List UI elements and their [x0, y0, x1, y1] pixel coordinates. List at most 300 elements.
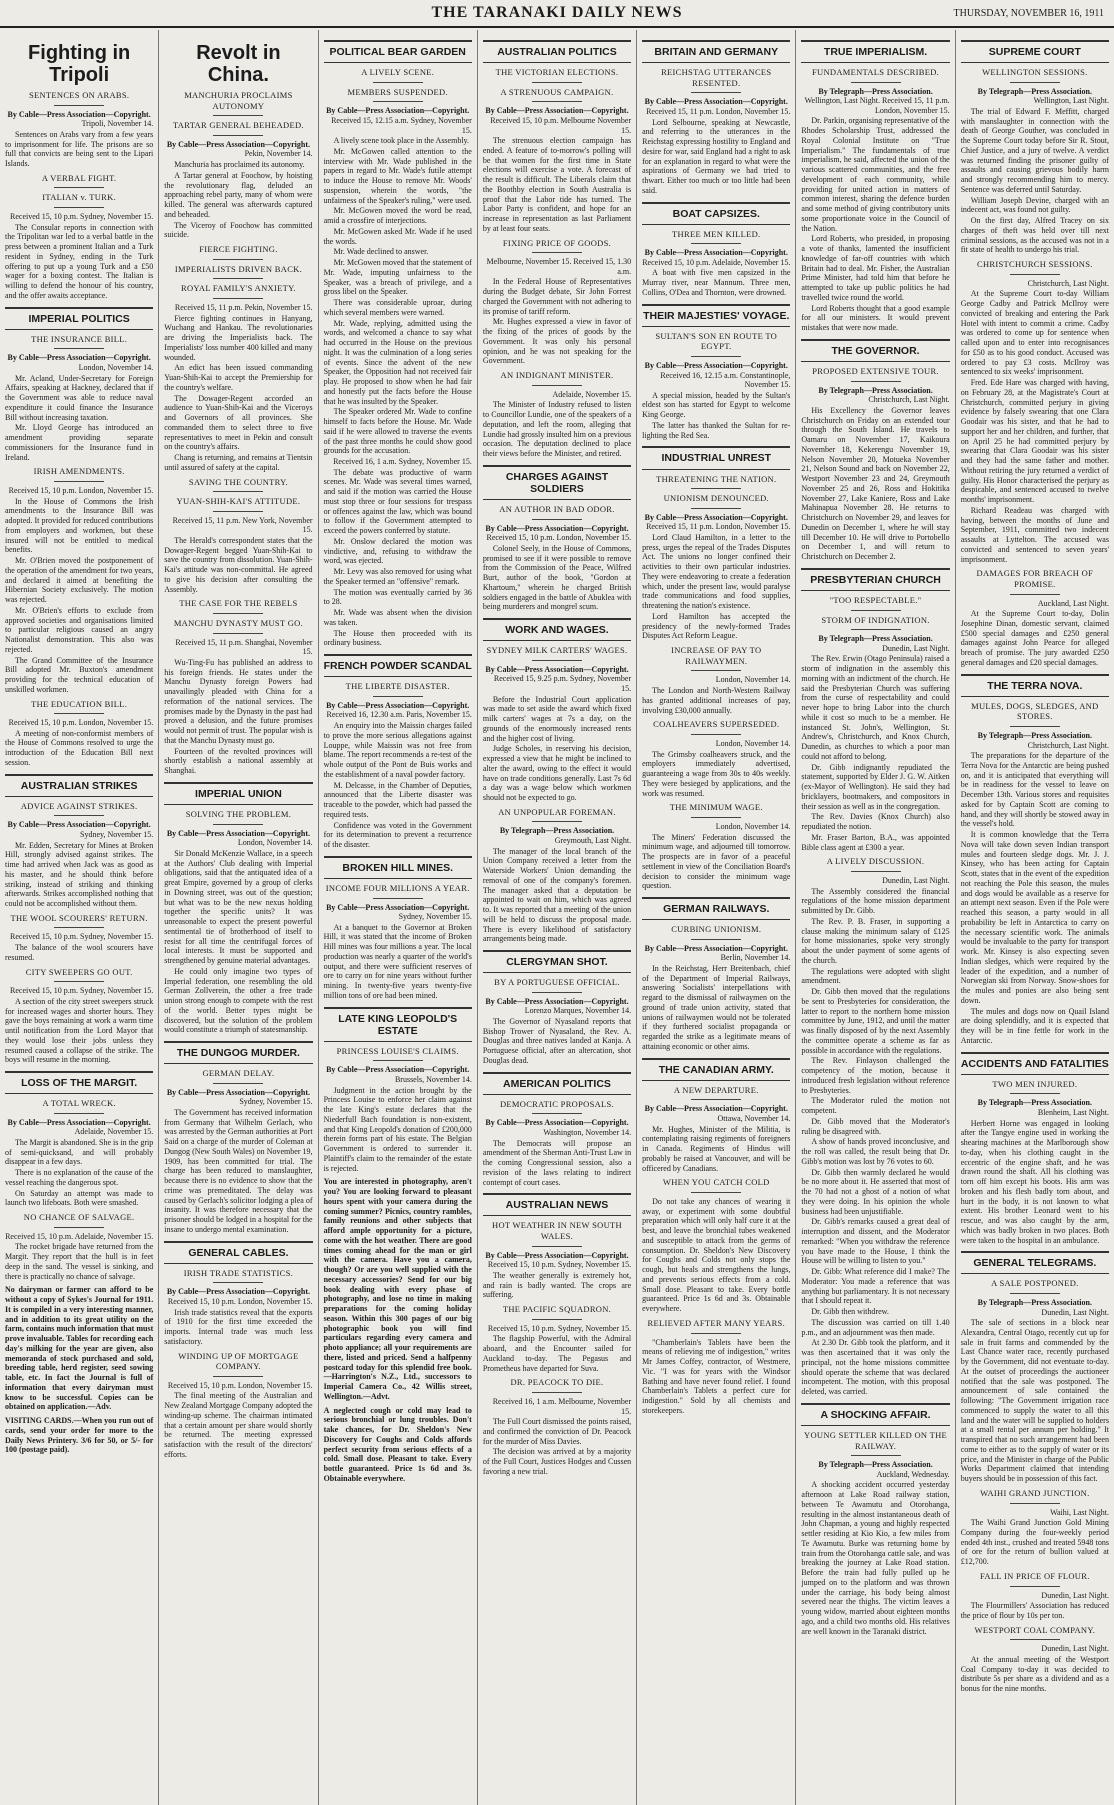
- subheading: ROYAL FAMILY'S ANXIETY.: [164, 283, 312, 299]
- dateline: Received 15, 10 p.m. Sydney, November 15.: [10, 932, 154, 942]
- byline: By Cable—Press Association—Copyright.: [644, 512, 788, 522]
- article-paragraph: The Minister of Industry refused to listen to Councillor Lundie, one of the speakers of a deputation, and left the room, alleging that Lundie had grossly insulted him on a previous occasion. The deputation declined to place their views before the Minister, and retired.: [482, 400, 632, 459]
- section-heading: A SHOCKING AFFAIR.: [801, 1403, 949, 1426]
- article-paragraph: Lord Claud Hamilton, in a letter to the press, urges the repeal of the Trades Disputes Act. The unions no longer confined their activities to their own particular industries. They were endeavoring to create a federation which, under the present law, would paralyse trade communications and food supplies, threatening the nation's existence.: [642, 532, 791, 611]
- subheading: THE WOOL SCOURERS' RETURN.: [5, 913, 153, 929]
- article-paragraph: The Grimsby coalheavers struck, and the employers immediately advertised, guaranteeing a wage from 30s to 40s weekly. They were besieged by applications, and the work was resumed.: [642, 749, 791, 798]
- article-paragraph: The Governor of Nyasaland reports that Bishop Trower of Nyasaland, the Rev. A. Douglas and three natives landed at Kanja. A Portuguese official, after an altercation, shot Douglas dead.: [482, 1016, 632, 1065]
- article-paragraph: The weather generally is extremely hot, and rain is badly wanted. The crops are suffering.: [482, 1270, 632, 1300]
- dateline: Christchurch, Last Night.: [1027, 278, 1109, 288]
- dateline: London, November 14.: [715, 675, 791, 685]
- dateline: Ottawa, November 14.: [717, 1113, 791, 1123]
- dateline: Received 15, 10 p.m. London, November 15.: [486, 533, 632, 543]
- article-paragraph: Richard Readeau was charged with having, between the months of June and September, 1911, committed two indecent assaults at Lyttelton. The accused was convicted and sentenced to seven years' imprisonment.: [960, 505, 1109, 564]
- section-heading: FRENCH POWDER SCANDAL: [324, 654, 472, 677]
- article-paragraph: The Waihi Grand Junction Gold Mining Company during the four-weekly period ended 4th inst., crushed and treated 5948 tons of ore for the return of bullion valued at £12,700.: [960, 1518, 1109, 1567]
- section-heading: IMPERIAL POLITICS: [5, 307, 153, 330]
- dateline: Melbourne, November 15. Received 15, 1.30 a.m.: [486, 257, 632, 276]
- dateline: Received 16, 1 a.m. Sydney, November 15.: [333, 457, 472, 467]
- subheading: SOLVING THE PROBLEM.: [164, 809, 312, 825]
- byline: By Cable—Press Association—Copyright.: [166, 1087, 311, 1097]
- section-heading: SUPREME COURT: [961, 40, 1109, 63]
- column-6: [796, 30, 955, 1805]
- article-paragraph: The Margit is abandoned. She is in the grip of semi-quicksand, and will probably disappear in a few days.: [5, 1137, 154, 1167]
- dateline: Received 15, 10 p.m. Sydney, November 15.: [487, 1260, 632, 1270]
- section-heading: TRUE IMPERIALISM.: [801, 40, 949, 63]
- section-heading: THE TERRA NOVA.: [961, 674, 1109, 697]
- subheading: AN INDIGNANT MINISTER.: [483, 370, 631, 386]
- article-paragraph: A section of the city street sweepers struck for increased wages and shorter hours. They gave the boys remaining at work a warm time until notification from the Lord Mayor that they would lose their jobs unless they resumed caused a collapse of the strike. The boys will resume in the morning.: [5, 996, 154, 1065]
- byline: By Cable—Press Association—Copyright.: [326, 1065, 470, 1075]
- byline: By Cable—Press Association—Copyright.: [485, 1250, 629, 1260]
- dateline: Wellington, Last Night.: [1033, 96, 1109, 106]
- subheading: A SALE POSTPONED.: [961, 1278, 1109, 1294]
- subheading: REICHSTAG UTTERANCES RESENTED.: [642, 67, 790, 93]
- byline: By Cable—Press Association—Copyright.: [485, 996, 629, 1006]
- article-paragraph: On Saturday an attempt was made to launch two lifeboats. Both were smashed.: [5, 1188, 154, 1208]
- dateline: Sydney, November 15.: [398, 912, 472, 922]
- article-paragraph: A boat with five men capsized in the Murray river, near Mannum. Three men, Collins, O'Dea and Thornton, were drowned.: [642, 268, 791, 297]
- article-paragraph: The Democrats will propose an amendment of the Sherman Anti-Trust Law in the coming Congressional session, also a revision of the laws relating to indirect contempt of court cases.: [482, 1138, 632, 1187]
- subheading: CURBING UNIONISM.: [642, 924, 790, 940]
- dateline: Dunedin, Last Night.: [882, 875, 950, 885]
- section-heading: INDUSTRIAL UNREST: [642, 446, 790, 469]
- subheading: IRISH AMENDMENTS.: [5, 466, 153, 482]
- article-paragraph: The Full Court dismissed the points raised, and confirmed the conviction of Dr. Peacock for the murder of Miss Davies.: [482, 1417, 632, 1446]
- section-heading: GENERAL TELEGRAMS.: [961, 1251, 1109, 1274]
- article-paragraph: Fred. Ede Hare was charged with having, on February 28, at the Magistrate's Court at Christchurch, committed perjury in giving evidence by falsely swearing that one Clara Goodair was his sister, and that he had to support her and her children, and further, that on April 25 he had committed perjury by swearing that Clara Goodair was his sister and they had the same father and mother. Without retiring the jury returned a verdict of guilty. His Honor characterised the perjury as despicable, and sentenced accused to twelve months' imprisonment.: [960, 378, 1109, 505]
- article-paragraph: A special mission, headed by the Sultan's eldest son has started for Egypt to welcome King George.: [642, 390, 791, 420]
- article-paragraph: The latter has thanked the Sultan for re-lighting the Red Sea.: [642, 420, 791, 440]
- section-heading: LOSS OF THE MARGIT.: [5, 1071, 153, 1094]
- article-paragraph: At the Supreme Court to-day, Dolin Josephine Dinan, domestic servant, claimed £500 special damages and £250 general damages against John Pearce for alleged breach of promise. The jury awarded £250 general damages and £20 special damages.: [960, 609, 1109, 667]
- subheading: GERMAN DELAY.: [164, 1068, 312, 1084]
- article-paragraph: The Consular reports in connection with the Tripolitan war led to a verbal battle in the press between a prominent Italian and a Turk resident in Sydney, ending in the Turk offering to put up a young Turk and a £50 wager for a boxing contest. The Italian is willing to defend the honour of his country, and the offer awaits acceptance.: [5, 222, 154, 300]
- article-paragraph: The Dowager-Regent accorded an audience to Yuan-Shih-Kai and the Viceroys and Governors of all provinces. She commanded them to select three to five representatives to meet in Pekin and consult on the country's affairs.: [164, 393, 313, 452]
- subheading: SAVING THE COUNTRY.: [164, 477, 312, 493]
- subheading: IRISH TRADE STATISTICS.: [164, 1268, 312, 1284]
- article-paragraph: William Joseph Devine, charged with an indecent act, was found not guilty.: [960, 195, 1109, 215]
- dateline: Received 16, 1 a.m. Melbourne, November 15.: [492, 1396, 632, 1416]
- subheading: DR. PEACOCK TO DIE.: [483, 1377, 631, 1393]
- subheading: RELIEVED AFTER MANY YEARS.: [642, 1318, 790, 1334]
- dateline: Sydney, November 15.: [80, 830, 154, 839]
- dateline: Greymouth, Last Night.: [554, 836, 632, 845]
- section-heading: WORK AND WAGES.: [483, 618, 631, 641]
- byline: By Cable—Press Association—Copyright.: [7, 109, 151, 119]
- dateline: Washington, November 14.: [543, 1128, 632, 1137]
- dateline: London, November 14.: [237, 838, 313, 848]
- byline: By Cable—Press Association—Copyright.: [485, 664, 629, 674]
- dateline: Pekin, November 14.: [244, 149, 313, 159]
- dateline: Received 15, 10 p.m. Sydney, November 15.: [10, 212, 154, 222]
- article-paragraph: The trial of Edward F. Meffitt, charged with manslaughter in connection with the death of George Gouther, was concluded in the Supreme Court today before Sir R. Stout, Chief Justice, and a jury of twelve. A verdict was returned finding the prisoner guilty of assaults and causing grievous bodily harm and strongly recommending him to mercy. Sentence was deferred until Saturday.: [960, 106, 1109, 194]
- byline: By Cable—Press Association—Copyright.: [644, 943, 788, 953]
- article-paragraph: Mr. Onslow declared the motion was vindictive, and, refusing to withdraw the word, was ejected.: [323, 536, 472, 566]
- dateline: Received 15, 10 p.m. Sydney, November 15.: [10, 986, 154, 996]
- subheading: CHRISTCHURCH SESSIONS.: [961, 259, 1109, 275]
- dateline: Received 15, 10 p.m. London, November 15.: [8, 485, 154, 495]
- article-paragraph: Fourteen of the revolted provinces will shortly establish a national assembly at Shanghai.: [164, 746, 313, 776]
- subheading: CITY SWEEPERS GO OUT.: [5, 967, 153, 983]
- article-paragraph: At 2.30 Dr. Gibb took the platform, and it was then ascertained that it was only the principal, not the home missions committee should operate the scheme that was declared incompetent. The motion, with this proposal deleted, was carried.: [801, 1338, 950, 1397]
- article-paragraph: Mr. Hughes expressed a view in favor of the fixing of the prices of goods by the Government. It was only his personal opinion, and he was not speaking for the Government.: [482, 317, 632, 366]
- byline: By Telegraph—Press Association.: [499, 826, 615, 836]
- article-paragraph: Dr. Parkin, organising representative of the Rhodes Scholarship Trust, addressed the Royal Colonial Institute on "True Imperialism." The fundamentals of true imperialism, he said, affected the union of the various scattered communities, and the free development of each community, while providing for united action in matters of common interest, sharing the defence burden and some method of giving contributory units some proportionate voice in the Council of the Nation.: [801, 116, 950, 233]
- subheading: COALHEAVERS SUPERSEDED.: [642, 719, 790, 735]
- section-heading: BROKEN HILL MINES.: [324, 856, 472, 879]
- article-paragraph: There was considerable uproar, during which several members were warned.: [323, 298, 472, 317]
- subheading: STORM OF INDIGNATION.: [801, 615, 949, 631]
- dateline: Received 16, 12.15 a.m. Constantinople, November 15.: [660, 370, 791, 390]
- article-paragraph: The Assembly considered the financial regulations of the home mission department submitted by Dr. Gibb.: [801, 886, 950, 916]
- section-heading: AUSTRALIAN NEWS: [483, 1193, 631, 1216]
- article-paragraph: Mr. McGowen asked Mr. Wade if he used the words.: [323, 226, 472, 246]
- article-paragraph: Mr. McGowen moved that the statement of Mr. Wade, imputing unfairness to the Speaker, was a breach of privilege, and a gross libel on the Speaker.: [323, 258, 472, 297]
- article-paragraph: Mr. Lloyd George has introduced an amendment providing separate commissioners for the Insurance fund in Ireland.: [5, 423, 154, 462]
- article-paragraph: The Miners' Federation discussed the minimum wage, and adjourned till tomorrow. The prospects are in favor of a peaceful settlement in view of the Conciliation Board's decision to consider the minimum wage question.: [642, 832, 791, 891]
- dateline: Lorenzo Marques, November 14.: [524, 1006, 632, 1016]
- subheading: FALL IN PRICE OF FLOUR.: [961, 1571, 1109, 1587]
- article-paragraph: In the Reichstag, Herr Breitenbach, chief of the Department of Imperial Railways, answering Socialists' interpellations with regard to the dismissal of railwaymen on the ground of trade union activity, stated that unions of railwaymen would not be tolerated if they furthered socialist propaganda or regarded the strike as a legitimate means of attaining economic or other aims.: [642, 963, 791, 1051]
- subheading: FIERCE FIGHTING.: [164, 244, 312, 260]
- byline: By Cable—Press Association—Copyright.: [485, 523, 629, 533]
- article-paragraph: In the Federal House of Representatives during the Budget debate, Sir John Forrest charged the Government with not adhering to its promise of tariff reform.: [482, 277, 632, 316]
- article-paragraph: The Moderator ruled the motion not competent.: [801, 1096, 950, 1116]
- subheading: THE MINIMUM WAGE.: [642, 802, 790, 818]
- article-paragraph: Lord Roberts thought that a good example for all our ministers. It would prevent mistakes that were now made.: [801, 303, 950, 333]
- article-paragraph: It is common knowledge that the Terra Nova will take down seven Indian transport mules and fourteen sledge dogs. Mr. J. J. Kinsey, who has been acting for Captain Scott, states that in the event of the expedition not reaching the Pole this season, the mules and dogs would be available as a reserve for an attempt next season. Even if the Pole were reached this season, a party would in all probability be left in Antarctica to carry on the necessary scientific work. The animals would be invaluable to the party for transport work. Mr. Kinsey is also expecting seven Indian sledges, which were required by the leader of the expedition, and a number of Norwegian ski from Norway. Snow-shoes for the mules and ponies are also being sent down.: [960, 830, 1109, 1005]
- column-5: [637, 30, 796, 1805]
- subheading: A TOTAL WRECK.: [5, 1098, 153, 1114]
- subheading: AN AUTHOR IN BAD ODOR.: [483, 504, 631, 520]
- byline: By Telegraph—Press Association.: [818, 86, 933, 96]
- article-paragraph: Dr. Gibb then warmly declared he would be no more about it. He asserted that most of the 70 had not a ghost of a notion of what they were doing. In his opinion the whole business had been unjustifiable.: [801, 1167, 950, 1216]
- article-paragraph: His Excellency the Governor leaves Christchurch on Friday on an extended tour through the South Island. He travels to Oamaru on November 17, Kaikoura November 18, Kekerengu November 19, Nelson November 20, Motueka November 21, Nelson Sound and back on November 22, Westport November 23 and 24, Greymouth November 25 and 26, Ross and Hokitika November 27, Lake Kaniere, Ross and Lake Mahinapua November 28. He returns to Christchurch on November 29, and leaves for Dunedin on December 1, where he will stay till December 10. He will drive to Portobello on December 1, and will return to Christchurch on December 2.: [801, 405, 950, 562]
- article-paragraph: Chang is returning, and remains at Tientsin until assured of safety at the capital.: [164, 453, 313, 472]
- section-heading: ACCIDENTS AND FATALITIES: [961, 1052, 1109, 1075]
- subheading: WELLINGTON SESSIONS.: [961, 67, 1109, 83]
- section-heading: THE CANADIAN ARMY.: [642, 1058, 790, 1081]
- article-paragraph: The Viceroy of Foochow has committed suicide.: [164, 220, 313, 240]
- subheading: WAIHI GRAND JUNCTION.: [961, 1488, 1109, 1504]
- section-heading: BOAT CAPSIZES.: [642, 202, 790, 225]
- byline: By Cable—Press Association—Copyright.: [326, 902, 470, 912]
- article-paragraph: An edict has been issued commanding Yuan-Shih-Kai to accept the Premiership for the country's welfare.: [164, 363, 313, 392]
- dateline: Adelaide, November 15.: [552, 389, 632, 399]
- dateline: Christchurch, Last Night.: [868, 395, 950, 405]
- section-heading: GENERAL CABLES.: [164, 1241, 312, 1264]
- article-paragraph: The Flourmillers' Association has reduced the price of flour by 10s per ton.: [960, 1601, 1109, 1620]
- article-paragraph: Lord Selbourne, speaking at Newcastle, and referring to the utterances in the Reichstag expressing hostility to England and desire for war, said England had a right to ask for an explanation in regard to what were the aspirations of Germany we had tried to thwart. Either too much or too little had been said.: [642, 117, 791, 195]
- article-paragraph: "Chamberlain's Tablets have been the means of relieving me of indigestion," writes Mr James Coffey, contractor, of Westmere, Vic. "I was for years with the Windsor Bathing and have never found relief. I found Chamberlain's Tablets a perfect cure for indigestion." Sold by all chemists and storekeepers.: [642, 1337, 791, 1415]
- article-paragraph: Dr. Gibb: What reference did I make? The Moderator: You made a reference that was anything but parliamentary. It is not necessary that I should repeat it.: [801, 1267, 950, 1306]
- byline: By Cable—Press Association—Copyright.: [166, 139, 311, 149]
- dateline: Received 15, 10 p.m. London, November 15.: [167, 1296, 313, 1306]
- article-paragraph: Confidence was voted in the Government for its determination to prevent a recurrence of the disaster.: [323, 820, 472, 850]
- dateline: Received 15, 10 p.m. Melbourne November 15.: [490, 115, 632, 135]
- byline: By Cable—Press Association—Copyright.: [485, 106, 629, 116]
- dateline: London, November 14.: [78, 362, 154, 372]
- subheading: SULTAN'S SON EN ROUTE TO EGYPT.: [642, 331, 790, 357]
- byline: By Telegraph—Press Association.: [977, 1298, 1092, 1307]
- article-paragraph: The manager of the local branch of the Union Company received a letter from the Waterside Workers' Union demanding the removal of one of the company's foremen. The manager asked that a deputation be appointed to wait on him, which was agreed to. It was reported that a meeting of the union will be held to discuss the proposal made. There is every likelihood of satisfactory arrangements being made.: [482, 846, 632, 944]
- article-paragraph: The decision was arrived at by a majority of the Full Court, Justices Hodges and Cussen favoring a new trial.: [482, 1447, 632, 1476]
- advertisement: A neglected cough or cold may lead to serious bronchial or lung troubles. Don't take chances, for Dr. Sheldon's New Discovery for Coughs and Colds affords perfect security from serious effects of a cold. Small dose. Pleasant to take. Every bottle guaranteed. Price 1s 6d and 3s. Obtainable everywhere.: [323, 1405, 472, 1483]
- subheading: TARTAR GENERAL BEHEADED.: [164, 120, 312, 136]
- article-paragraph: Manchuria has proclaimed its autonomy.: [174, 160, 305, 170]
- column-4: [478, 30, 637, 1805]
- dateline: Wellington, Last Night. Received 15, 11 p.m. London, November 15.: [804, 96, 950, 115]
- article-paragraph: Judge Scholes, in reserving his decision, expressed a view that he might be inclined to alter the award, owing to the effect it would have on trade conditions generally. Last 7s 6d a day was a wage below which workmen should not be expected to go.: [482, 744, 632, 803]
- section-heading: CHARGES AGAINST SOLDIERS: [483, 465, 631, 500]
- article-paragraph: The motion was eventually carried by 36 to 28.: [323, 587, 472, 607]
- dateline: Adelaide, November 15.: [74, 1127, 154, 1137]
- subheading: THE EDUCATION BILL.: [5, 699, 153, 715]
- article-paragraph: A lively scene took place in the Assembly.: [333, 136, 470, 146]
- subheading: THREE MEN KILLED.: [642, 229, 790, 245]
- article-paragraph: Lord Roberts, who presided, in proposing a vote of thanks, lamented the insufficient knowledge of far-off countries with which Britain had to deal. Mr. Fisher, the Australian Prime Minister, had told him that before he attempted to take up public politics he had travelled twice round the world.: [801, 234, 950, 302]
- advertisement: You are interested in photography, aren't you? You are looking forward to pleasant hours spent with your camera during the coming summer? Picnics, country rambles, family reunions and other subjects that afford ample opportunity for a picture, come with the hot weather. There are good times coming ahead for the man or girl with the camera. Have you a camera, though? Or are you well supplied with the necessary accessories? Send for our big book dealing with every phase of photography, and lose no time in making preparations for the coming holiday season. Within this 300 pages of our big photographic book you will find particulars regarding every camera and photo appliance; all your requirements are there, listed and priced. Send a halfpenny postcard today for this splendid free book.—Harrington's N.Z., Ltd., successors to Imperial Camera Co., 42 Willis street, Wellington.—Advt.: [323, 1177, 472, 1401]
- article-paragraph: The Rev. Davies (Knox Church) also repudiated the notion.: [801, 812, 950, 832]
- article-paragraph: A show of hands proved inconclusive, and the roll was called, the result being that Dr. Gibb's motion was lost by 76 votes to 60.: [801, 1137, 950, 1166]
- article-paragraph: Dr. Gibb then moved that the regulations be sent to Presbyteries for consideration, the latter to report to the northern home mission committee by June, 1912, and until the matter was finally disposed of by the next Assembly the committee operate a scheme as far as possible in accordance with the regulations.: [801, 987, 950, 1055]
- subheading: YOUNG SETTLER KILLED ON THE RAILWAY.: [801, 1430, 949, 1456]
- article-paragraph: Herbert Horne was engaged in looking after the Tangye engine used in working the shearing machines at the Marlborough show to-day, when his clothing caught in the eccentric of the engine shaft, and he was drawn round the shaft. All his clothing was torn off him except his boots. His arm was broken and his flesh badly torn about, and hurt in the body, it is not known to what extent. His brother Leonard went to his rescue, and was also caught by the arm, which was badly broken in two places. Both were taken to the hospital in an ambulance.: [960, 1118, 1109, 1245]
- article-paragraph: The Rev. Erwin (Otago Peninsula) raised a storm of indignation in the assembly this morning with an indictment of the church. He said the Presbyterian Church was suffering from the curse of respectability and could never hope to bring Labor into the church while it cost so much to be a member. He instanced St. John's, Wellington, St. Andrew's, Christchurch, and Knox Church, Dunedin, as churches to which a poor man could not afford to belong.: [801, 654, 950, 761]
- dateline: Received 15, 12.15 a.m. Sydney, November 15.: [331, 115, 472, 135]
- subheading: WINDING UP OF MORTGAGE COMPANY.: [164, 1351, 312, 1377]
- byline: By Cable—Press Association—Copyright.: [326, 106, 470, 116]
- byline: By Telegraph—Press Association.: [977, 1098, 1092, 1108]
- dateline: Blenheim, Last Night.: [1037, 1107, 1109, 1117]
- article-paragraph: Dr. Gibb's remarks caused a great deal of interruption and dissent, and the Moderator remarked: "When you withdraw the reference you have made to the House, I think the House will be willing to listen to you.": [801, 1217, 950, 1266]
- masthead: [0, 0, 1114, 28]
- dateline: Dunedin, Last Night.: [882, 643, 950, 653]
- subheading: A NEW DEPARTURE.: [642, 1085, 790, 1101]
- subheading: DEMOCRATIC PROPOSALS.: [483, 1099, 631, 1115]
- newspaper-title: THE TARANAKI DAILY NEWS: [431, 4, 683, 21]
- article-paragraph: Mr. McGowen called attention to the interview with Mr. Wade published in the papers in regard to Mr. Wade's futile attempt to induce the House to remove Mr. Woods' suspension, wherein the words, "the unfairness of the Speaker's ruling," were used.: [323, 146, 472, 205]
- dateline: London, November 14.: [715, 821, 791, 831]
- article-paragraph: At the Supreme Court to-day William George Cadby and Patrick McIlroy were convicted of breaking and entering the Park Hotel with intent to commit a crime. Cadby was ordered to come up for sentence when called upon and to enter into recognisances for £50 as to his good conduct. Accused was ordered to pay £3 costs. McIlroy was sentenced to six weeks' imprisonment.: [960, 289, 1109, 377]
- byline: By Cable—Press Association—Copyright.: [485, 1118, 629, 1128]
- subheading: TWO MEN INJURED.: [961, 1079, 1109, 1095]
- article-paragraph: Mr. Edden, Secretary for Mines at Broken Hill, strongly advised against strikes. The time had arrived when Jack was as good as his master, and he should think before striking, instead of striking and thinking afterwards. Strikes accomplished nothing that could not be accomplished without them.: [5, 840, 154, 909]
- column-2: [159, 30, 318, 1805]
- article-paragraph: Fierce fighting continues in Hanyang, Wuchang and Hankau. The revolutionaries are driving the Imperialists back. The Imperialists' loss number 400 killed and many wounded.: [164, 313, 313, 362]
- article-paragraph: The Rev. Finlayson challenged the competency of the motion, because it introduced fresh legislation without reference to Presbyteries.: [801, 1056, 950, 1095]
- article-paragraph: At the annual meeting of the Westport Coal Company to-day it was decided to distribute 5s per share as a dividend and as a bonus for the nine months.: [960, 1654, 1109, 1694]
- article-paragraph: A Tartar general at Foochow, by hoisting the revolutionary flag, deluded an approaching rebel party, many of whom were killed. The general was afterwards captured and beheaded.: [164, 170, 313, 219]
- section-heading: AUSTRALIAN POLITICS: [483, 40, 631, 63]
- article-paragraph: The preparations for the departure of the Terra Nova for the Antarctic are being pushed on, and it is anticipated that everything will be in readiness for the vessel to leave on December 13th. Various stores and requisites asked for by Captain Scott are coming to hand, and they will shortly be stowed away in the vessel's hold.: [960, 751, 1109, 829]
- dateline: Received 15, 10 p.m. Sydney, November 15.: [487, 1323, 632, 1333]
- subheading: THE CASE FOR THE REBELS: [164, 598, 312, 614]
- dateline: Brussels, November 14.: [394, 1075, 472, 1085]
- subheading: THE INSURANCE BILL.: [5, 334, 153, 350]
- section-heading: BRITAIN AND GERMANY: [642, 40, 790, 63]
- article-paragraph: There is no explanation of the cause of the vessel reaching the dangerous spot.: [5, 1168, 154, 1187]
- subheading: NO CHANCE OF SALVAGE.: [5, 1212, 153, 1228]
- article-paragraph: Sentences on Arabs vary from a few years to imprisonment for life. The prisons are so full that convicts are being sent to the Lipari Islands.: [5, 129, 154, 169]
- subheading: "TOO RESPECTABLE.": [801, 595, 949, 611]
- subheading: BY A PORTUGUESE OFFICIAL.: [483, 977, 631, 993]
- byline: By Telegraph—Press Association.: [818, 1460, 933, 1470]
- article-paragraph: A meeting of non-conformist members of the House of Commons resolved to urge the introduction of the Education Bill next session.: [5, 728, 154, 767]
- subheading: MULES, DOGS, SLEDGES, AND STORES.: [961, 701, 1109, 727]
- subheading: FIXING PRICE OF GOODS.: [483, 238, 631, 254]
- byline: By Cable—Press Association—Copyright.: [326, 700, 470, 710]
- dateline: Received 15, 11 p.m. London, November 15.: [646, 106, 791, 116]
- subheading: MANCHURIA PROCLAIMS AUTONOMY: [164, 90, 312, 116]
- article-paragraph: Mr. Hughes, Minister of the Militia, is contemplating raising regiments of foreigners in Canada. Regiments of Hindus will probably be raised at Vancouver, and will be officered by Canadians.: [642, 1124, 791, 1173]
- article-paragraph: The flagship Powerful, with the Admiral aboard, and the Encounter sailed for Auckland to-day. The Pegasus and Prometheus have departed for Suva.: [482, 1334, 632, 1373]
- section-heading: POLITICAL BEAR GARDEN: [324, 40, 472, 63]
- article-paragraph: The Speaker ordered Mr. Wade to confine himself to facts before the House. Mr. Wade said if he were allowed to traverse the events of the past three months he could show good grounds for the accusation.: [323, 407, 472, 456]
- section-heading: PRESBYTERIAN CHURCH: [801, 568, 949, 591]
- advertisement: VISITING CARDS.—When you run out of cards, send your order for more to the Daily News Printery. 3/6 for 50, or 5/- for 100 (postage paid).: [5, 1416, 154, 1455]
- article-paragraph: The Grand Committee of the Insurance Bill adopted Mr. Buxton's amendment providing for the technical education of unskilled workmen.: [5, 655, 154, 694]
- article-paragraph: Mr. O'Brien's efforts to exclude from approved societies and organisations limited to particular religious caused an angry Nationalist demonstration. This also was rejected.: [5, 605, 154, 654]
- subheading: A VERBAL FIGHT.: [5, 173, 153, 189]
- article-paragraph: In the House of Commons the Irish amendments to the Insurance Bill was adopted. It provided for reduced contributions from employers and workmen, but these insured will not be entitled to medical benefits.: [5, 496, 154, 555]
- article-paragraph: Mr. Wade declined to answer.: [333, 247, 429, 257]
- dateline: Received 15, 10 p.m. London, November 15.: [8, 718, 154, 728]
- subheading: SYDNEY MILK CARTERS' WAGES.: [483, 645, 631, 661]
- article-paragraph: Judgment in the action brought by the Princess Louise to enforce her claim against the late King's estate declares that the Niederfull Bach foundation is non-existent, and that King Leopold's donation of £200,000 therein forms part of his estate. The Belgian Government is ordered to surrender it. Plaintiff's claim to the remainder of the estate is rejected.: [323, 1085, 472, 1173]
- subheading: A LIVELY DISCUSSION.: [801, 856, 949, 872]
- dateline: Tripoli, November 14.: [81, 119, 154, 129]
- article-paragraph: Mr. Wade was absent when the division was taken.: [323, 608, 472, 627]
- byline: By Telegraph—Press Association.: [818, 634, 933, 644]
- article-paragraph: Mr. Wade, replying, admitted using the words, and welcomed a chance to say what had occurred in the House on the previous night. It was the culmination of a long series of events. Since the advent of the new Speaker, the Opposition had not received fair play. He proposed to show when he had fair and honestly put the facts before the House that he was insulted by the Speaker.: [323, 318, 472, 406]
- article-paragraph: A shocking accident occurred yesterday afternoon at Lake Road railway station, between Te Awamutu and Otorohanga, resulting in the almost instantaneous death of John Chapman, a young and highly respected settler residing at Kio Kio, a few miles from Te Awamutu. Burke was returning home by train from the Otorohanga cattle sale, and was breaking the journey at Lake Road station. Before the train had fully pulled up he jumped on to the platform and was thrown under the carriage, his body being almost severed near the thighs. The victim leaves a young widow, married about eighteen months ago, and a child two months old. His relatives are well known in the Taranaki district.: [801, 1480, 950, 1636]
- section-heading: THEIR MAJESTIES' VOYAGE.: [642, 304, 790, 327]
- subheading: FUNDAMENTALS DESCRIBED.: [801, 67, 949, 83]
- dateline: Received 15, 11 p.m. New York, November 15.: [172, 515, 313, 535]
- section-heading: AUSTRALIAN STRIKES: [5, 774, 153, 797]
- article-paragraph: Dr. Gibb indignantly repudiated the statement, supported by Elder J. G. W. Aitken (ex-Mayor of Wellington). He said they had bricklayers, bootmakers, and compositors in their session as well as in the congregation.: [801, 762, 950, 811]
- subheading: SENTENCES ON ARABS.: [5, 90, 153, 106]
- dateline: Dunedin, Last Night.: [1041, 1590, 1109, 1600]
- subheading: MANCHU DYNASTY MUST GO.: [164, 618, 312, 634]
- dateline: Auckland, Wednesday.: [876, 1469, 950, 1479]
- article-paragraph: Mr. Acland, Under-Secretary for Foreign Affairs, speaking at Hackney, declared that if the Government was able to reduce naval expenditure it could finance the Insurance Bill without increasing taxation.: [5, 373, 154, 422]
- subheading: YUAN-SHIH-KAI'S ATTITUDE.: [164, 496, 312, 512]
- article-paragraph: The Rev. P. B. Fraser, in supporting a clause making the minimum salary of £125 for home missionaries, spoke very strongly about the under payment of some agents of the church.: [801, 916, 950, 965]
- article-paragraph: He could only imagine two types of Imperial federation, one resembling the old German Zollverein, the other a free trade union strong enough to compete with the rest of the world. Better types might be discovered, but the solution of the problem would constitute a triumph of statesmanship.: [164, 966, 313, 1035]
- article-paragraph: The London and North-Western Railway has granted additional increases of pay, involving £30,000 annually.: [642, 686, 791, 715]
- article-paragraph: Before the Industrial Court application was made to set aside the award which fixed milk carters' wages at 7s a day, on the grounds of the enormously increased rents and the higher cost of living.: [482, 694, 632, 743]
- article-paragraph: Colonel Seely, in the House of Commons, promised to see if it were possible to remove from the Commission of the Peace, Wilfred Burt, author of the book, "Gordon at Khartoum," wherein he charged British soldiers engaged in the battle of Abuklea with being murderers and mongrel scum.: [482, 543, 632, 612]
- headline: Revolt in China.: [196, 42, 281, 86]
- byline: By Cable—Press Association—Copyright.: [644, 248, 788, 258]
- byline: By Telegraph—Press Association.: [977, 731, 1092, 740]
- article-paragraph: The balance of the wool scourers have resumed.: [5, 943, 154, 962]
- article-paragraph: On the first day, Alfred Tracey on six charges of theft was held over till next criminal sessions, as the accused was not in a fit state of health to undergo his trial.: [960, 216, 1109, 255]
- article-paragraph: The sale of sections in a block near Alexandra, Central Otago, recently cut up for sale in fruit farms and commended by the Last Chance water race, recently purchased by the Government, did not eventuate to-day. At the outset of proceedings the auctioneer notified that the sale was postponed. The announcement of sale contained the following: "The Government irrigation race commenced to supply the water to all this land and the water will be supplied to holders at a small rental per annum per holding." It transpired that no such arrangement had been come to either as to the supply of water or its price, and the Minister in charge of the Public Works Department claimed that intending buyers should be in possession of this fact.: [960, 1318, 1109, 1484]
- subheading: PRINCESS LOUISE'S CLAIMS.: [324, 1046, 472, 1062]
- section-heading: AMERICAN POLITICS: [483, 1072, 631, 1095]
- article-paragraph: Mr. Levy was also removed for using what the Speaker termed an "offensive" remark.: [323, 567, 472, 586]
- byline: By Cable—Press Association—Copyright.: [7, 1117, 151, 1127]
- headline: Fighting in Tripoli: [28, 42, 131, 86]
- byline: By Cable—Press Association—Copyright.: [7, 820, 151, 830]
- dateline: Received 15, 11 p.m. Pekin, November 15.: [174, 302, 313, 312]
- byline: By Cable—Press Association—Copyright.: [644, 1104, 788, 1114]
- article-paragraph: Irish trade statistics reveal that the exports of 1910 for the first time exceeded the imports. Internal trade was much less satisfactory.: [164, 1307, 313, 1346]
- byline: By Cable—Press Association—Copyright.: [166, 828, 311, 838]
- article-paragraph: The debate was productive of warm scenes. Mr. Wade was several times warned, and said if the motion was carried the House must stop three or four sessions for trespass or offences against the law, which was bound to follow if the Government attempted to exceed the powers conferred by statute.: [323, 467, 472, 536]
- subheading: A STRENUOUS CAMPAIGN.: [483, 87, 631, 103]
- section-heading: IMPERIAL UNION: [164, 782, 312, 805]
- dateline: Berlin, November 14.: [720, 953, 791, 963]
- article-paragraph: The mules and dogs now on Quail Island are doing splendidly, and it is expected that they will be in fine fettle for work in the Antarctic.: [960, 1006, 1109, 1045]
- subheading: AN UNPOPULAR FOREMAN.: [483, 807, 631, 823]
- columns: [0, 30, 1114, 1805]
- subheading: WESTPORT COAL COMPANY.: [961, 1625, 1109, 1641]
- dateline: Received 15, 10 p.m. Adelaide, November 15.: [5, 1231, 154, 1241]
- byline: By Cable—Press Association—Copyright.: [7, 353, 151, 363]
- subheading: INCREASE OF PAY TO RAILWAYMEN.: [642, 645, 790, 671]
- article-paragraph: The House then proceeded with its ordinary business.: [323, 628, 472, 648]
- subheading: UNIONISM DENOUNCED.: [642, 493, 790, 509]
- subheading: THE VICTORIAN ELECTIONS.: [483, 67, 631, 83]
- dateline: Received 15, 11 p.m. Shanghai, November 15.: [175, 637, 313, 657]
- dateline: Received 16, 12.30 a.m. Paris, November 15.: [326, 710, 472, 720]
- subheading: INCOME FOUR MILLIONS A YEAR.: [324, 883, 472, 899]
- advertisement: No dairyman or farmer can afford to be without a copy of Sykes's Journal for 1911. It is compiled in a very interesting manner, and in addition to its great utility on the farm, contains much information that must prove invaluable. Tables for recording each day's milking for the year are given, also memoranda of stock purchased and sold, breeding table, herd register, seed sowing table, etc. In fact the Journal is full of information that every dairyman must know to be successful. Copies can be obtained on application.—Adv.: [5, 1285, 154, 1412]
- byline: By Cable—Press Association—Copyright.: [644, 97, 788, 107]
- article-paragraph: The Government has received information from Germany that Wilhelm Gerlach, who was arrested by the German authorities at Port Said on a charge of the murder of Coleman at Dungog (New South Wales) on November 19, 1909, has been committed for trial. The charge has been reduced to manslaughter, because there is no evidence to show that the crime was premeditated. The delay was caused by Gerlach's solicitor lodging a plea of insanity. It was therefore necessary that the prisoner should be lodged in a hospital for the insane to undergo mental examination.: [164, 1107, 313, 1234]
- article-paragraph: Do not take any chances of wearing it away, or experiment with some doubtful preparation which will only half cure it at the best, and leave the bronchial tubes weakened and susceptible to attack from the germs of consumption. Dr. Sheldon's New Discovery for Coughs and Colds not only stops the cough, but heals and strengthens the lungs, and prevents serious effects from a cold. Small dose. Pleasant to take. Every bottle guaranteed. Price 1s 6d and 3s. Obtainable everywhere.: [642, 1196, 791, 1314]
- byline: By Telegraph—Press Association.: [818, 385, 933, 395]
- subheading: THE PACIFIC SQUADRON.: [483, 1304, 631, 1320]
- dateline: Received 15, 9.25 p.m. Sydney, November 15.: [493, 674, 632, 693]
- dateline: London, November 14.: [715, 738, 791, 748]
- article-paragraph: The rocket brigade have returned from the Margit. They report that the hull is in feet deep in the sand. The vessel is sinking, and there is practically no chance of salvage.: [5, 1242, 154, 1281]
- subheading: A LIVELY SCENE.: [324, 67, 472, 83]
- subheading: MEMBERS SUSPENDED.: [324, 87, 472, 103]
- byline: By Cable—Press Association—Copyright.: [166, 1287, 311, 1297]
- article-paragraph: At a banquet to the Governor at Broken Hill, it was stated that the income of Broken Hill mines was four millions a year. The local production was nearly a quarter of the world's output, and there were sufficient reserves of ore to carry on for nine years without further mining. In twenty-five years twenty-five million tons of ore had been mined.: [323, 922, 472, 1000]
- subheading: THREATENING THE NATION.: [642, 474, 790, 490]
- subheading: THE LIBERTE DISASTER.: [324, 681, 472, 697]
- column-1: [0, 30, 159, 1805]
- subheading: IMPERIALISTS DRIVEN BACK.: [164, 264, 312, 280]
- article-paragraph: The discussion was carried on till 1.40 p.m., and an adjournment was then made.: [801, 1317, 950, 1337]
- column-3: [319, 30, 478, 1805]
- article-paragraph: Lord Hamilton has accepted the presidency of the newly-formed Trades Disputes Act Reform League.: [642, 611, 791, 641]
- subheading: ITALIAN v. TURK.: [5, 192, 153, 208]
- column-7: [956, 30, 1114, 1805]
- article-paragraph: The Herald's correspondent states that the Dowager-Regent begged Yuan-Shih-Kai to save the country from dissolution. Yuan-Shih-Kai's attitude was non-committal. He agreed to give his decision after consulting the Assembly.: [164, 535, 313, 594]
- dateline: Dunedin, Last Night.: [1041, 1307, 1109, 1317]
- dateline: Received 15, 10 p.m. Adelaide, November 15.: [642, 257, 791, 267]
- article-paragraph: M. Delcasse, in the Chamber of Deputies, announced that the Liberte disaster was traceable to the powder, which had passed the required tests.: [323, 780, 472, 819]
- article-paragraph: Mr. Fraser Barton, B.A., was appointed Bible class agent at £300 a year.: [801, 832, 950, 852]
- article-paragraph: Mr. McGowen moved the word be read, amid a crossfire of interjections.: [323, 206, 472, 226]
- dateline: Received 15, 10 p.m. London, November 15.: [167, 1380, 313, 1390]
- article-paragraph: The final meeting of the Australian and New Zealand Mortgage Company adopted the winding-up scheme. The chairman intimated that a certain amount per share would shortly be returned. The meeting expressed satisfaction with the result of the directors' efforts.: [164, 1391, 313, 1459]
- section-heading: THE DUNGOG MURDER.: [164, 1041, 312, 1064]
- dateline: Christchurch, Last Night.: [1027, 740, 1109, 750]
- article-paragraph: Wu-Ting-Fu has published an address to his foreign friends. He states under the Manchu Dynasty foreign Powers had unavailingly pleaded with China for a reformation of the national services. The promises made by the Dynasty in the past had proved a delusion, and the future promises would not permit of trust. The popular wish is that the Manchu Dynasty must go.: [164, 657, 313, 745]
- article-paragraph: Dr. Gibb moved that the Moderator's ruling be disagreed with.: [801, 1116, 950, 1136]
- dateline: Auckland, Last Night.: [1037, 598, 1109, 608]
- article-paragraph: Sir Donald McKenzie Wallace, in a speech at the Authors' Club dealing with Imperial obligations, said that the antiquated idea of a great Empire, governed by a group of clerks in Downing street, was out of the question; but what was to be the new nexus holding together the specific units? It was unreasonable to expect the present powerful sentimental tie of brotherhood of itself to resist for all time the centrifugal forces of local interests. It must be supported and strengthened by genuine material advantages.: [164, 848, 313, 966]
